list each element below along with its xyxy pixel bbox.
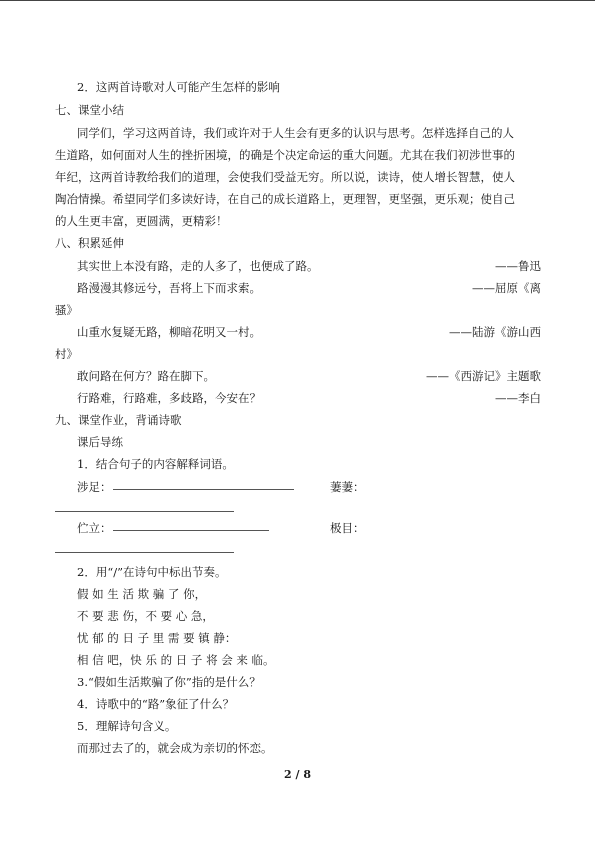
quote-source: ——《西游记》主题歌: [426, 369, 541, 383]
quote-text: 路漫漫其修远兮，吾将上下而求索。: [77, 281, 261, 295]
answer-blank[interactable]: [113, 530, 269, 531]
exercise-4-prompt: 4．诗歌中的“路”象征了什么？: [77, 697, 235, 711]
poem-line: 忧 郁 的 日 子 里 需 要 镇 静：: [77, 631, 237, 645]
exercise-title: 课后导练: [77, 435, 123, 449]
quote-source-wrap: 骚》: [55, 303, 78, 317]
page-top-border: [0, 0, 595, 1]
exercise-5-prompt: 5．理解诗句含义。: [77, 719, 177, 733]
summary-paragraph-line: 同学们，学习这两首诗，我们或许对于人生会有更多的认识与思考。怎样选择自己的人: [77, 126, 514, 140]
summary-paragraph-line: 年纪，这两首诗教给我们的道理，会使我们受益无穷。所以说，读诗，使人增长智慧，使人: [55, 170, 515, 184]
poem-line: 相 信 吧，快 乐 的 日 子 将 会 来 临。: [77, 653, 275, 667]
quote-text: 山重水复疑无路，柳暗花明又一村。: [77, 325, 261, 339]
question-2: 2．这两首诗歌对人可能产生怎样的影响: [77, 80, 280, 94]
term-label: 涉足：: [77, 480, 112, 494]
section-8-heading: 八、积累延伸: [55, 236, 124, 250]
summary-paragraph-line: 生道路，如何面对人生的挫折困境，的确是个决定命运的重大问题。尤其在我们初涉世事的: [55, 148, 515, 162]
poem-line: 假 如 生 活 欺 骗 了 你，: [77, 587, 207, 601]
quote-source: ——李白: [495, 391, 541, 405]
term-label: 萋萋：: [330, 480, 365, 494]
quote-source-wrap: 村》: [55, 347, 78, 361]
quote-source: ——屈原《离: [472, 281, 541, 295]
poem-line: 不 要 悲 伤，不 要 心 急，: [77, 609, 214, 623]
quote-text: 敢问路在何方？路在脚下。: [77, 369, 215, 383]
quote-text: 其实世上本没有路，走的人多了，也便成了路。: [77, 259, 319, 273]
answer-blank[interactable]: [55, 511, 234, 512]
summary-paragraph-line: 陶冶情操。希望同学们多读好诗，在自己的成长道路上，更理智，更坚强，更乐观；使自己: [55, 192, 515, 206]
poem-quote-line: 而那过去了的，就会成为亲切的怀恋。: [77, 741, 273, 755]
term-label: 伫立：: [77, 521, 112, 535]
exercise-1-prompt: 1．结合句子的内容解释词语。: [77, 457, 234, 471]
exercise-3-prompt: 3.“假如生活欺骗了你”指的是什么？: [77, 675, 261, 689]
quote-text: 行路难，行路难，多歧路，今安在？: [77, 391, 261, 405]
exercise-2-prompt: 2．用“/”在诗句中标出节奏。: [77, 565, 227, 579]
answer-blank[interactable]: [55, 552, 234, 553]
quote-source: ——陆游《游山西: [449, 325, 541, 339]
section-9-heading: 九、课堂作业，背诵诗歌: [55, 413, 182, 427]
section-7-heading: 七、课堂小结: [55, 103, 124, 117]
page-number: 2 / 8: [284, 768, 311, 781]
answer-blank[interactable]: [113, 489, 294, 490]
term-label: 极目：: [330, 521, 365, 535]
quote-source: ——鲁迅: [495, 259, 541, 273]
summary-paragraph-line: 的人生更丰富，更圆满，更精彩！: [55, 214, 228, 228]
